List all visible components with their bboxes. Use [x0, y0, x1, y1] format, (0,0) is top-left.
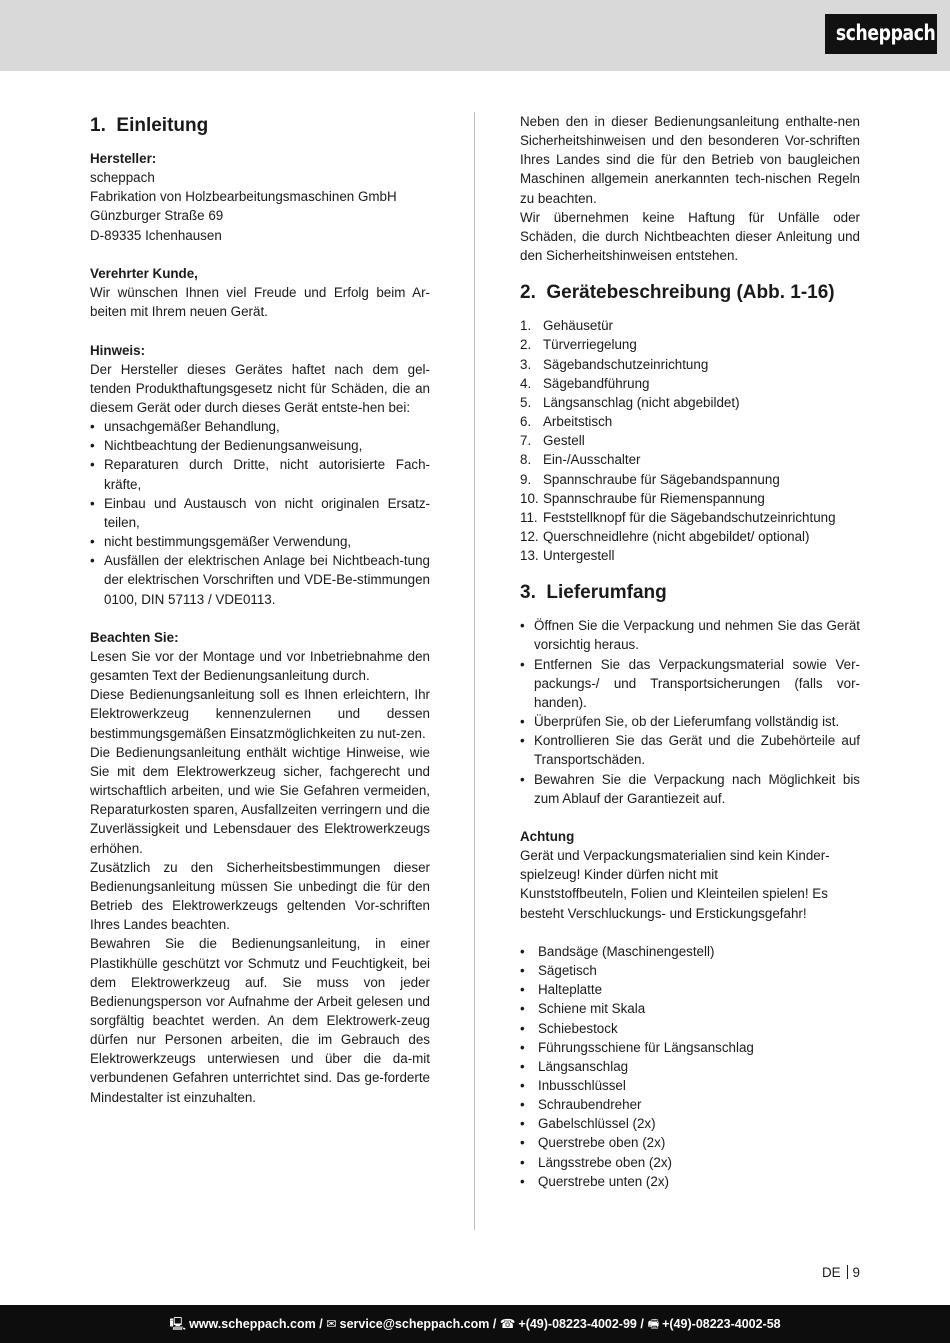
footer-phone: +(49)-08223-4002-99: [518, 1317, 637, 1331]
manufacturer-line: Fabrikation von Holzbearbeitungsmaschinen GmbH: [90, 189, 397, 205]
list-item: • Querstrebe oben (2x): [520, 1133, 860, 1152]
list-item: • Längsanschlag: [520, 1057, 860, 1076]
footer-email[interactable]: service@scheppach.com: [339, 1317, 490, 1331]
list-item: • Schiebestock: [520, 1019, 860, 1038]
observe-label: Beachten Sie:: [90, 629, 179, 645]
manufacturer-line: scheppach: [90, 170, 155, 186]
intro-paragraph: Wir übernehmen keine Haftung für Unfälle oder Schäden, die durch Nichtbeachten dieser Anleitung und den Sicherheitshinweisen entstehen.: [520, 209, 860, 264]
left-column: [90, 112, 430, 1107]
manufacturer-label: Hersteller:: [90, 151, 157, 166]
section-title-einleitung: 1. Einleitung: [90, 115, 209, 136]
list-item: • Bandsäge (Maschinengestell): [520, 942, 860, 961]
attention-line: Gerät und Verpackungsmaterialien sind kein Kinder-: [520, 848, 830, 864]
list-item: 10. Spannschraube für Riemenspannung: [520, 490, 765, 506]
list-item: 9. Spannschraube für Sägebandspannung: [520, 471, 780, 487]
list-item: • Schiene mit Skala: [520, 999, 860, 1018]
list-item: 1. Gehäusetür: [520, 318, 613, 334]
section-title-lieferumfang: 3. Lieferumfang: [520, 582, 667, 604]
parts-list: [520, 316, 860, 565]
list-item: • Inbusschlüssel: [520, 1076, 860, 1095]
list-item: • Längsstrebe oben (2x): [520, 1153, 860, 1172]
observe-paragraph: Bewahren Sie die Bedienungsanleitung, in einer Plastikhülle geschützt vor Schmutz und Feuchtigkeit, bei dem Elektrowerkzeug auf. Sie muss von jeder Bedienungsperson vor Aufnahme der Arbeit gelesen und sorgfältig beachtet werden. An dem Elektrowerk-zeug dürfen nur Personen arbeiten, die im Gebrauch des Elektrowerkzeugs unterwiesen und über die da-mit verbundenen Gefahren unterrichtet sind. Das ge-forderte Mindestalter ist einzuhalten.: [90, 936, 430, 1105]
attention-line: spielzeug! Kinder dürfen nicht mit: [520, 867, 718, 883]
phone-icon: ☎: [499, 1317, 516, 1331]
customer-label: Verehrter Kunde,: [90, 265, 198, 281]
list-item: • Kontrollieren Sie das Gerät und die Zubehörteile auf Transportschäden.: [520, 731, 860, 769]
manufacturer-line: D-89335 Ichenhausen: [90, 227, 222, 243]
fax-icon: 🖷: [647, 1317, 660, 1331]
header-band: [0, 0, 950, 71]
section-title-geraetebeschreibung: 2. Gerätebeschreibung (Abb. 1-16): [520, 282, 835, 304]
footer-bar: 🖳 www.scheppach.com / ✉ service@scheppach.com / ☎ +(49)-08223-4002-99 / 🖷 +(49)-08223-4002-58: [0, 1305, 950, 1343]
list-item: • Halteplatte: [520, 980, 860, 999]
scheppach-logo: scheppach: [825, 14, 937, 54]
page-number-value: 9: [852, 1265, 860, 1280]
footer-fax: +(49)-08223-4002-58: [662, 1317, 781, 1331]
list-item: • Führungsschiene für Längsanschlag: [520, 1038, 860, 1057]
list-item: • Entfernen Sie das Verpackungsmaterial sowie Ver-packungs-/ und Transportsicherungen (falls vor-handen).: [520, 655, 860, 712]
attention-line: Kunststoffbeuteln, Folien und Kleinteilen spielen! Es: [520, 886, 828, 902]
manufacturer-line: Günzburger Straße 69: [90, 208, 224, 224]
page-number: [822, 1265, 860, 1280]
note-label: Hinweis:: [90, 342, 146, 358]
observe-paragraph: Zusätzlich zu den Sicherheitsbestimmungen dieser Bedienungsanleitung müssen Sie unbedingt die für den Betrieb des Elektrowerkzeugs geltenden Vor-schriften Ihres Landes beachten.: [90, 859, 430, 933]
list-item: • Einbau und Austausch von nicht originalen Ersatz-teilen,: [90, 494, 430, 532]
page-lang: DE: [821, 1265, 841, 1280]
attention-label: Achtung: [520, 828, 575, 844]
scope-list: [520, 942, 860, 1191]
list-item: • Öffnen Sie die Verpackung und nehmen Sie das Gerät vorsichtig heraus.: [520, 616, 860, 654]
attention-line: besteht Verschluckungs- und Erstickungsgefahr!: [520, 905, 807, 921]
list-item: 13. Untergestell: [520, 548, 615, 564]
list-item: • Querstrebe unten (2x): [520, 1172, 860, 1191]
envelope-icon: ✉: [326, 1317, 337, 1331]
list-item: 11. Feststellknopf für die Sägebandschutzeinrichtung: [520, 509, 836, 525]
list-item: • Reparaturen durch Dritte, nicht autorisierte Fach-kräfte,: [90, 455, 430, 493]
list-item: • Nichtbeachtung der Bedienungsanweisung,: [90, 436, 430, 455]
list-item: 3. Sägebandschutzeinrichtung: [520, 356, 709, 372]
right-column: [520, 112, 860, 1191]
list-item: • Schraubendreher: [520, 1095, 860, 1114]
list-item: • unsachgemäßer Behandlung,: [90, 417, 430, 436]
list-item: 6. Arbeitstisch: [520, 414, 613, 430]
note-text: Der Hersteller dieses Gerätes haftet nach dem gel-tenden Produkthaftungsgesetz nicht für Schäden, die an diesem Gerät oder durch dieses Gerät entste-hen bei:: [90, 361, 430, 415]
observe-paragraph: Die Bedienungsanleitung enthält wichtige Hinweise, wie Sie mit dem Elektrowerkzeug sicher, fachgerecht und wirtschaftlich arbeiten, und wie Sie Gefahren vermeiden, Reparaturkosten sparen, Ausfallzeiten verringern und die Zuverlässigkeit und Lebensdauer des Elektrowerkzeugs erhöhen.: [90, 744, 430, 856]
list-item: • nicht bestimmungsgemäßer Verwendung,: [90, 532, 430, 551]
observe-paragraph: Lesen Sie vor der Montage und vor Inbetriebnahme den gesamten Text der Bedienungsanleitung durch.: [90, 649, 430, 684]
list-item: 7. Gestell: [520, 433, 585, 449]
list-item: • Überprüfen Sie, ob der Lieferumfang vollständig ist.: [520, 712, 860, 731]
list-item: 4. Sägebandführung: [520, 375, 650, 391]
observe-paragraph: Diese Bedienungsanleitung soll es Ihnen erleichtern, Ihr Elektrowerkzeug kennenzulernen und dessen bestimmungsgemäßen Einsatzmöglichkeiten zu nut-zen.: [90, 687, 430, 741]
computer-icon: 🖳: [169, 1317, 187, 1331]
column-divider: [474, 112, 475, 1230]
list-item: 8. Ein-/Ausschalter: [520, 452, 641, 468]
list-item: 2. Türverriegelung: [520, 337, 637, 353]
customer-text: Wir wünschen Ihnen viel Freude und Erfolg beim Ar-beiten mit Ihrem neuen Gerät.: [90, 285, 430, 320]
list-item: 12. Querschneidlehre (nicht abgebildet/ optional): [520, 528, 810, 544]
list-item: • Bewahren Sie die Verpackung nach Möglichkeit bis zum Ablauf der Garantiezeit auf.: [520, 770, 860, 808]
list-item: • Gabelschlüssel (2x): [520, 1114, 860, 1133]
list-item: • Ausfällen der elektrischen Anlage bei Nichtbeach-tung der elektrischen Vorschriften und VDE-Be-stimmungen 0100, DIN 57113 / VDE0113.: [90, 551, 430, 608]
footer-web[interactable]: www.scheppach.com: [189, 1317, 316, 1331]
intro-paragraph: Neben den in dieser Bedienungsanleitung enthalte-nen Sicherheitshinweisen und den besonderen Vor-schriften Ihres Landes sind die für den Betrieb von baugleichen Maschinen allgemein anerkannten tech-nischen Regeln zu beachten.: [520, 114, 860, 206]
delivery-steps-list: [520, 616, 860, 808]
list-item: 5. Längsanschlag (nicht abgebildet): [520, 394, 740, 410]
list-item: • Sägetisch: [520, 961, 860, 980]
note-list: [90, 417, 430, 609]
